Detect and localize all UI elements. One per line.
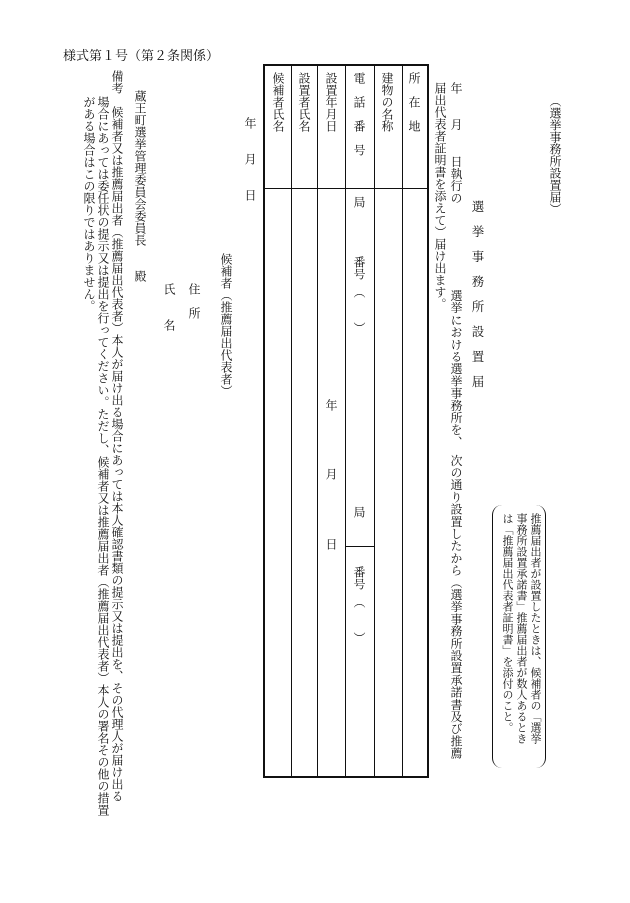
label-candidate-name: 候補者氏名 — [271, 72, 285, 132]
label-phone: 電 話 番 号 — [352, 72, 366, 156]
body-line-2: 届出代表者証明書を添えて）届け出ます。 — [433, 82, 447, 310]
addressee: 蔵王町選挙管理委員会委員長 殿 — [133, 90, 147, 282]
form-title: 選 挙 事 務 所 設 置 届 — [470, 200, 485, 388]
form-number: 様式第１号（第２条関係） — [63, 49, 220, 64]
submission-date: 年 月 日 — [243, 117, 257, 201]
remarks-line: 備考 候補者又は推薦届出者（推薦届出代表者）本人が届け出る場合にあっては本人確認書類の提示又は提出を、その代理人が届け出る — [110, 70, 124, 802]
note-line: 推薦届出者が設置したときは、候補者の「選挙 — [529, 513, 542, 744]
name-label: 氏 名 — [162, 283, 176, 331]
note-line: は「推薦届出代表者証明書」を添付のこと。 — [501, 513, 514, 733]
candidate-label: 候補者（推薦届出代表者） — [219, 253, 233, 397]
attachment-note-box — [492, 505, 546, 768]
label-location: 所 在 地 — [407, 72, 421, 132]
form-subtitle: （選挙事務所設置届） — [548, 95, 562, 215]
date-day: 日 — [324, 538, 338, 550]
note-line: 事務所設置承諾書」推薦届出者が数人あるとき — [515, 513, 528, 744]
label-building-name: 建物の名称 — [380, 72, 394, 132]
phone-entry-2: 局 番号 （ ） — [352, 506, 366, 644]
remarks-line: がある場合はこの限りではありません。 — [82, 96, 96, 312]
label-row-divider — [265, 188, 427, 189]
date-month: 月 — [324, 468, 338, 480]
body-line-1: 年 月 日執行の 選挙における選挙事務所を、 次の通り設置したから（選挙事務所設置承諾書及び推薦 — [449, 82, 463, 760]
office-info-table — [263, 64, 429, 778]
remarks-line: 場合にあっては委任状の提示又は提出を行ってください。ただし、候補者又は推薦届出者（推薦届出代表者）本人の署名その他の措置 — [96, 96, 110, 816]
label-setup-date: 設置年月日 — [324, 72, 338, 132]
phone-entry-1: 局 番号 （ ） — [352, 196, 366, 334]
label-installer-name: 設置者氏名 — [297, 72, 311, 132]
address-label: 住 所 — [187, 283, 201, 319]
date-year: 年 — [324, 399, 338, 411]
